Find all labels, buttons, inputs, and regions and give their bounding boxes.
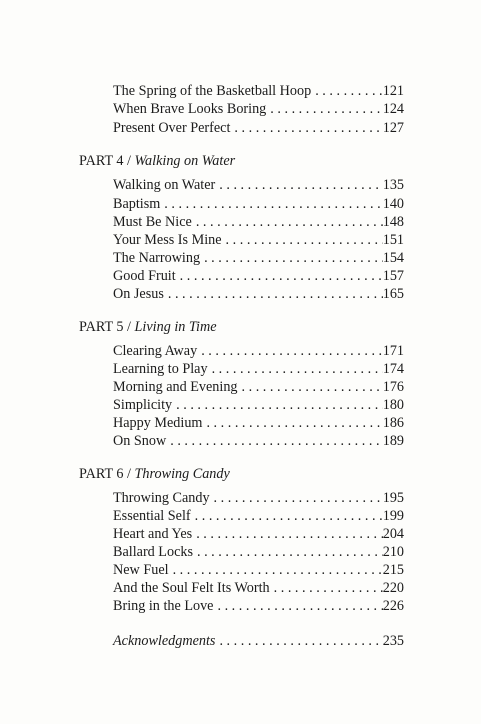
toc-entry-title: Baptism — [113, 196, 161, 212]
toc-entry-title: Clearing Away — [113, 343, 198, 359]
toc-entry-page: 195 — [382, 490, 404, 506]
toc-entry[interactable] — [113, 285, 404, 303]
toc-entry[interactable] — [113, 213, 404, 231]
dot-leader — [266, 100, 382, 118]
toc-entry-title: Bring in the Love — [113, 598, 214, 614]
toc-entry-page: 176 — [382, 379, 404, 395]
toc-entry[interactable] — [113, 597, 404, 615]
dot-leader — [176, 267, 383, 285]
toc-entry-title: On Jesus — [113, 286, 164, 302]
toc-entry-page: 154 — [382, 250, 404, 266]
toc-entry-page: 199 — [382, 508, 404, 524]
dot-leader — [191, 507, 383, 525]
dot-leader — [160, 195, 382, 213]
toc-entry[interactable] — [113, 360, 404, 378]
toc-entry-page: 210 — [382, 544, 404, 560]
toc-entry-title: On Snow — [113, 433, 167, 449]
toc-entry-page: 204 — [382, 526, 404, 542]
dot-leader — [238, 378, 383, 396]
toc-entry-title: Present Over Perfect — [113, 120, 231, 136]
toc-entry-page: 220 — [382, 580, 404, 596]
toc-entry[interactable] — [113, 100, 404, 118]
toc-entry-title: Good Fruit — [113, 268, 176, 284]
toc-entry-title: Learning to Play — [113, 361, 208, 377]
dot-leader — [202, 414, 382, 432]
toc-entry[interactable] — [113, 195, 404, 213]
part-label: PART 5 / — [79, 319, 131, 335]
toc-entry-page: 127 — [382, 120, 404, 136]
dot-leader — [197, 342, 383, 360]
toc-entry-page: 148 — [382, 214, 404, 230]
toc-entry-page: 157 — [382, 268, 404, 284]
toc-entry-page: 189 — [382, 433, 404, 449]
dot-leader — [230, 119, 382, 137]
dot-leader — [166, 432, 383, 450]
toc-entry[interactable] — [113, 82, 404, 100]
toc-entry-title: Essential Self — [113, 508, 191, 524]
toc-entry[interactable] — [113, 543, 404, 561]
dot-leader — [208, 360, 383, 378]
toc-entry[interactable] — [113, 561, 404, 579]
dot-leader — [200, 249, 383, 267]
dot-leader — [222, 231, 383, 249]
dot-leader — [164, 285, 383, 303]
toc-entry-title: Throwing Candy — [113, 490, 210, 506]
toc-entry[interactable] — [113, 267, 404, 285]
dot-leader — [270, 579, 383, 597]
toc-entry[interactable] — [113, 342, 404, 360]
dot-leader — [215, 632, 382, 650]
toc-entry-title: The Spring of the Basketball Hoop — [113, 83, 312, 99]
toc-entry-page: 235 — [382, 633, 404, 649]
toc-entry-title: Acknowledgments — [113, 633, 216, 649]
toc-entry-title: Your Mess Is Mine — [113, 232, 222, 248]
toc-entry[interactable] — [113, 525, 404, 543]
toc-entry-title: Simplicity — [113, 397, 173, 413]
part-heading — [79, 318, 217, 336]
toc-entry-page: 215 — [382, 562, 404, 578]
toc-entry[interactable] — [113, 231, 404, 249]
toc-entry-title: The Narrowing — [113, 250, 201, 266]
dot-leader — [210, 489, 383, 507]
toc-entry-title: When Brave Looks Boring — [113, 101, 267, 117]
toc-entry-title: Walking on Water — [113, 177, 216, 193]
part-title: Walking on Water — [134, 153, 236, 169]
dot-leader — [311, 82, 383, 100]
part-heading — [79, 152, 235, 170]
toc-entry[interactable] — [113, 489, 404, 507]
toc-entry[interactable] — [113, 507, 404, 525]
part-title: Living in Time — [134, 319, 217, 335]
toc-entry[interactable] — [113, 414, 404, 432]
part-label: PART 4 / — [79, 153, 131, 169]
dot-leader — [213, 597, 382, 615]
toc-entry-page: 171 — [382, 343, 404, 359]
toc-entry[interactable] — [113, 432, 404, 450]
toc-entry-page: 124 — [382, 101, 404, 117]
toc-entry[interactable] — [113, 249, 404, 267]
dot-leader — [169, 561, 383, 579]
toc-entry[interactable] — [113, 119, 404, 137]
part-heading — [79, 465, 230, 483]
toc-entry-title: Must Be Nice — [113, 214, 192, 230]
toc-entry-title: Heart and Yes — [113, 526, 193, 542]
toc-entry[interactable] — [113, 378, 404, 396]
toc-entry-page: 226 — [382, 598, 404, 614]
toc-entry-page: 135 — [382, 177, 404, 193]
toc-entry-title: New Fuel — [113, 562, 169, 578]
toc-entry-acknowledgments[interactable] — [113, 632, 404, 650]
toc-entry-title: And the Soul Felt Its Worth — [113, 580, 270, 596]
part-label: PART 6 / — [79, 466, 131, 482]
toc-entry-title: Ballard Locks — [113, 544, 193, 560]
toc-entry-page: 165 — [382, 286, 404, 302]
toc-entry-page: 180 — [382, 397, 404, 413]
toc-entry-page: 121 — [382, 83, 404, 99]
toc-entry[interactable] — [113, 579, 404, 597]
toc-entry-page: 186 — [382, 415, 404, 431]
dot-leader — [193, 543, 383, 561]
toc-entry-page: 174 — [382, 361, 404, 377]
dot-leader — [192, 525, 383, 543]
dot-leader — [192, 213, 383, 231]
toc-entry[interactable] — [113, 396, 404, 414]
dot-leader — [215, 176, 382, 194]
dot-leader — [172, 396, 383, 414]
toc-entry-title: Morning and Evening — [113, 379, 238, 395]
part-title: Throwing Candy — [134, 466, 230, 482]
toc-entry[interactable] — [113, 176, 404, 194]
toc-entry-page: 140 — [382, 196, 404, 212]
toc-entry-page: 151 — [382, 232, 404, 248]
toc-entry-title: Happy Medium — [113, 415, 203, 431]
